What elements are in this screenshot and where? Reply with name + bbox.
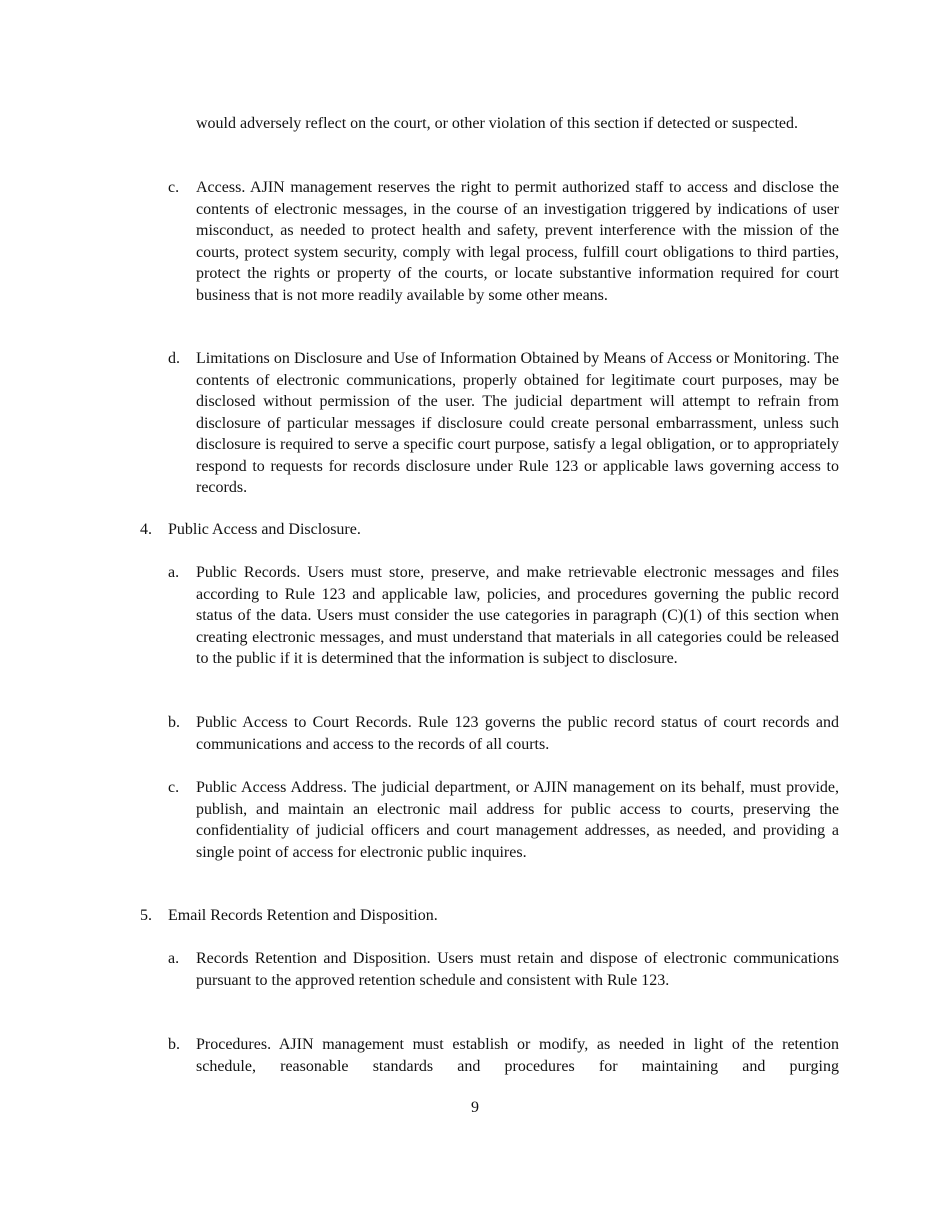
list-item-access [168, 177, 839, 306]
section-number: 4. [140, 521, 152, 538]
page-number: 9 [471, 1099, 479, 1116]
list-item-limitations-on-disclosure [168, 348, 839, 499]
continuation-paragraph: would adversely reflect on the court, or other violation of this section if detected or suspected. [196, 115, 799, 132]
list-item-text: Public Access Address. The judicial department, or AJIN management on its behalf, must provide, publish, and maintain an electronic mail address for public access to courts, preserving the confidentiality of judicial officers and court management addresses, as needed, and providing a single point of access for electronic public inquires. [196, 779, 839, 861]
list-item-text: Public Records. Users must store, preserve, and make retrievable electronic messages and files according to Rule 123 and applicable law, policies, and procedures governing the public record status of the data. Users must consider the use categories in paragraph (C)(1) of this section when creating electronic messages, and must understand that materials in all categories could be released to the public if it is determined that the information is subject to disclosure. [196, 564, 839, 667]
list-item-procedures [168, 1034, 839, 1077]
section-number: 5. [140, 907, 152, 924]
list-marker: a. [168, 564, 180, 581]
list-marker: a. [168, 950, 180, 967]
list-item-text: Limitations on Disclosure and Use of Information Obtained by Means of Access or Monitoring. The contents of electronic communications, properly obtained for legitimate court purposes, may be disclosed without permission of the user. The judicial department will attempt to refrain from disclosure of particular messages if disclosure could create personal embarrassment, unless such disclosure is required to serve a specific court purpose, satisfy a legal obligation, or to appropriately respond to requests for records disclosure under Rule 123 or applicable laws governing access to records. [196, 350, 839, 496]
list-marker: b. [168, 1036, 180, 1053]
section-heading-email-records [140, 905, 839, 927]
list-item-text: Access. AJIN management reserves the right to permit authorized staff to access and disclose the contents of electronic messages, in the course of an investigation triggered by indications of user misconduct, as needed to protect health and safety, prevent interference with the mission of the courts, protect system security, comply with legal process, fulfill court obligations to third parties, protect the rights or property of the courts, or locate substantive information required for court business that is not more readily available by some other means. [196, 179, 839, 304]
list-item-text: Records Retention and Disposition. Users must retain and dispose of electronic communications pursuant to the approved retention schedule and consistent with Rule 123. [196, 950, 839, 989]
section-heading-public-access [140, 519, 839, 541]
list-item-public-access-address [168, 777, 839, 863]
section-title: Email Records Retention and Disposition. [168, 907, 438, 924]
list-marker: c. [168, 179, 180, 196]
list-marker: b. [168, 714, 180, 731]
list-item-records-retention [168, 948, 839, 991]
list-item-text: Procedures. AJIN management must establish or modify, as needed in light of the retention schedule, reasonable standards and procedures for maintaining and purging [196, 1036, 839, 1075]
list-marker: c. [168, 779, 180, 796]
list-item-public-records [168, 562, 839, 670]
list-item-text: Public Access to Court Records. Rule 123 governs the public record status of court records and communications and access to the records of all courts. [196, 714, 839, 753]
list-marker: d. [168, 350, 180, 367]
section-title: Public Access and Disclosure. [168, 521, 361, 538]
list-item-public-access-to-court-records [168, 712, 839, 755]
